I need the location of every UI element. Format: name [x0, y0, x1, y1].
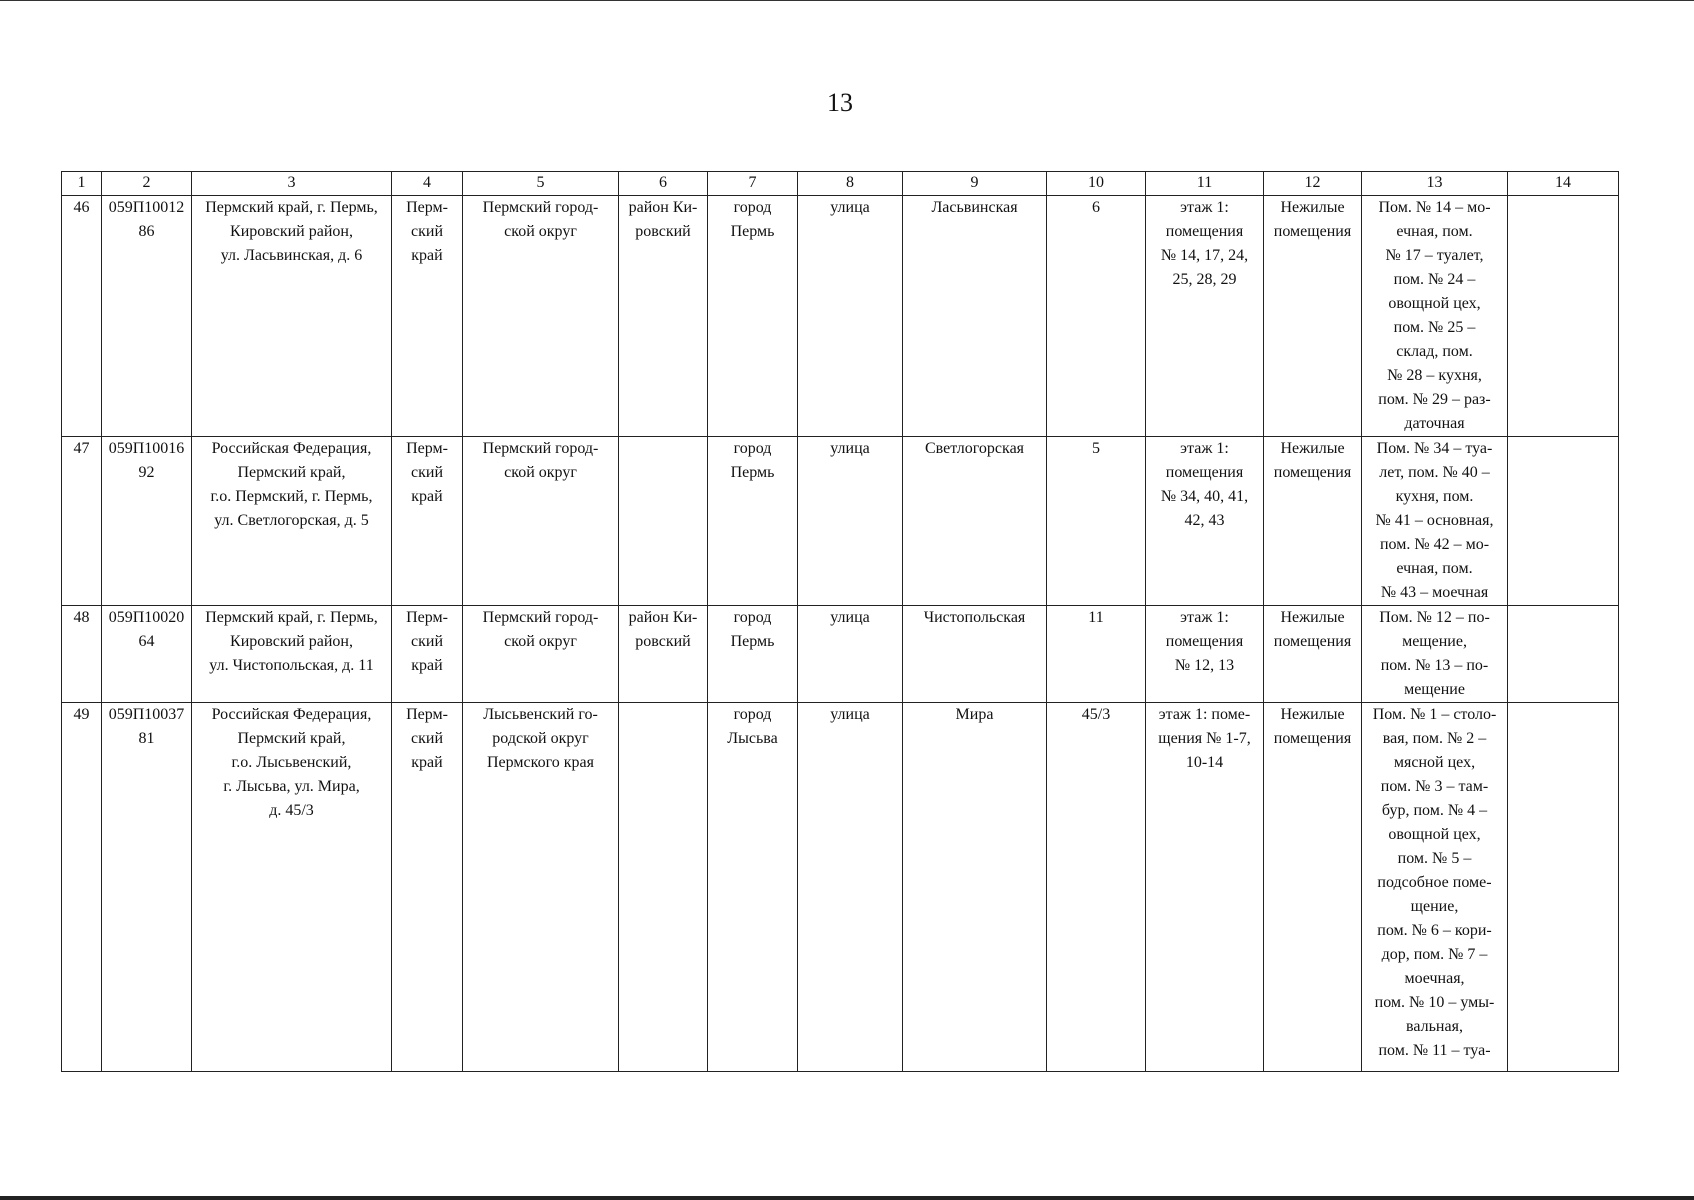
- cell-text-line: ской округ: [504, 464, 577, 481]
- column-number-header: 8: [798, 172, 903, 196]
- cell-text-line: дор, пом. № 7 –: [1381, 946, 1488, 963]
- row-number-cell: 49: [62, 703, 102, 1072]
- cell-text-line: помещения: [1273, 464, 1352, 481]
- cell-text-line: Лысьвенский го-: [483, 706, 598, 723]
- cell-text-line: д. 45/3: [269, 802, 314, 819]
- scan-edge-bottom: [0, 1196, 1694, 1200]
- cell-text-line: вальная,: [1406, 1018, 1463, 1035]
- premises-description-cell: [1362, 196, 1508, 437]
- column-number-header: 13: [1362, 172, 1508, 196]
- cell-text-line: мещение,: [1402, 633, 1467, 650]
- district-cell: [619, 437, 708, 606]
- cell-text-line: Перм-: [406, 609, 448, 626]
- cell-text-line: город: [733, 199, 772, 216]
- cell-text-line: 86: [138, 223, 155, 240]
- cell-text-line: бур, пом. № 4 –: [1381, 802, 1488, 819]
- column-number-header: 4: [392, 172, 463, 196]
- cell-text-line: Перм-: [406, 199, 448, 216]
- cell-text-line: Перм-: [406, 440, 448, 457]
- cell-text-line: лет, пом. № 40 –: [1379, 464, 1490, 481]
- address-cell: [192, 437, 392, 606]
- cell-text-line: Перм-: [406, 706, 448, 723]
- notes-cell: [1508, 196, 1619, 437]
- column-number-header: 6: [619, 172, 708, 196]
- column-number-header: 10: [1047, 172, 1146, 196]
- cell-text-line: этаж 1:: [1180, 199, 1229, 216]
- cell-text-line: Мира: [955, 706, 994, 723]
- cell-text-line: этаж 1:: [1180, 609, 1229, 626]
- cell-text-line: Пермский город-: [482, 440, 599, 457]
- table-row: [62, 196, 1619, 437]
- cell-text-line: № 43 – моечная: [1380, 584, 1489, 601]
- cell-text-line: Российская Федерация,: [211, 440, 372, 457]
- cell-text-line: город: [733, 609, 772, 626]
- settlement-cell: [708, 196, 798, 437]
- cell-text-line: 059П10012: [108, 199, 185, 216]
- cell-text-line: 059П10016: [108, 440, 185, 457]
- cell-text-line: № 12, 13: [1174, 657, 1235, 674]
- cell-text-line: 92: [138, 464, 155, 481]
- notes-cell: [1508, 703, 1619, 1072]
- cell-text-line: Нежилые: [1280, 440, 1345, 457]
- cell-text-line: 42, 43: [1184, 512, 1225, 529]
- notes-cell: [1508, 437, 1619, 606]
- cell-text-line: овощной цех,: [1388, 295, 1481, 312]
- cell-text-line: даточная: [1404, 415, 1465, 432]
- column-number-header: 7: [708, 172, 798, 196]
- cell-text-line: район Ки-: [628, 199, 698, 216]
- municipality-cell: [463, 606, 619, 703]
- street-type-cell: [798, 437, 903, 606]
- column-number-header: 9: [903, 172, 1047, 196]
- cell-text-line: ской округ: [504, 633, 577, 650]
- cell-text-line: склад, пом.: [1396, 343, 1473, 360]
- settlement-cell: [708, 437, 798, 606]
- cell-text-line: Нежилые: [1280, 706, 1345, 723]
- house-number-cell: [1047, 703, 1146, 1072]
- cell-text-line: Чистопольская: [923, 609, 1026, 626]
- street-type-cell: [798, 606, 903, 703]
- cell-text-line: Пермский край,: [237, 730, 346, 747]
- settlement-cell: [708, 703, 798, 1072]
- cell-text-line: пом. № 11 – туа-: [1378, 1042, 1491, 1059]
- table-row: [62, 437, 1619, 606]
- cell-text-line: Пермь: [730, 223, 775, 240]
- cell-text-line: улица: [830, 199, 870, 216]
- cell-text-line: Кировский район,: [230, 223, 353, 240]
- cell-text-line: 45/3: [1081, 706, 1111, 723]
- registry-table: [61, 171, 1619, 1072]
- street-type-cell: [798, 703, 903, 1072]
- region-cell: [392, 703, 463, 1072]
- premises-cell: [1146, 606, 1264, 703]
- cell-text-line: помещения: [1273, 633, 1352, 650]
- cell-text-line: Пом. № 12 – по-: [1379, 609, 1490, 626]
- cell-text-line: ский: [411, 730, 443, 747]
- column-number-header: 1: [62, 172, 102, 196]
- premises-type-cell: [1264, 437, 1362, 606]
- cell-text-line: Пермский край, г. Пермь,: [205, 199, 378, 216]
- cell-text-line: улица: [830, 440, 870, 457]
- street-name-cell: [903, 606, 1047, 703]
- region-cell: [392, 196, 463, 437]
- cell-text-line: этаж 1:: [1180, 440, 1229, 457]
- cell-text-line: ский: [411, 223, 443, 240]
- municipality-cell: [463, 703, 619, 1072]
- column-number-row: [62, 172, 1619, 196]
- street-name-cell: [903, 703, 1047, 1072]
- cell-text-line: щения № 1-7,: [1158, 730, 1251, 747]
- cell-text-line: 81: [138, 730, 155, 747]
- cell-text-line: улица: [830, 706, 870, 723]
- premises-description-cell: [1362, 606, 1508, 703]
- cell-text-line: край: [411, 488, 443, 505]
- cell-text-line: № 17 – туалет,: [1385, 247, 1484, 264]
- house-number-cell: [1047, 437, 1146, 606]
- cell-text-line: овощной цех,: [1388, 826, 1481, 843]
- cell-text-line: город: [733, 706, 772, 723]
- cell-text-line: Нежилые: [1280, 199, 1345, 216]
- cell-text-line: Кировский район,: [230, 633, 353, 650]
- region-cell: [392, 437, 463, 606]
- cell-text-line: вая, пом. № 2 –: [1382, 730, 1487, 747]
- row-number-cell: 47: [62, 437, 102, 606]
- premises-cell: [1146, 703, 1264, 1072]
- district-cell: [619, 196, 708, 437]
- scan-edge-top: [0, 0, 1694, 1]
- cell-text-line: Лысьва: [727, 730, 778, 747]
- cell-text-line: ул. Светлогорская, д. 5: [214, 512, 369, 529]
- table-row: [62, 606, 1619, 703]
- cell-text-line: помещения: [1165, 464, 1244, 481]
- cell-text-line: 059П10020: [108, 609, 185, 626]
- cell-text-line: ул. Ласьвинская, д. 6: [220, 247, 363, 264]
- cell-text-line: 10-14: [1185, 754, 1224, 771]
- premises-cell: [1146, 196, 1264, 437]
- cell-text-line: пом. № 3 – там-: [1380, 778, 1489, 795]
- premises-type-cell: [1264, 196, 1362, 437]
- cell-text-line: Российская Федерация,: [211, 706, 372, 723]
- cell-text-line: № 28 – кухня,: [1387, 367, 1482, 384]
- cell-text-line: пом. № 10 – умы-: [1374, 994, 1495, 1011]
- object-code-cell: [102, 437, 192, 606]
- cell-text-line: мещение: [1404, 681, 1465, 698]
- cell-text-line: 059П10037: [108, 706, 185, 723]
- cell-text-line: Нежилые: [1280, 609, 1345, 626]
- cell-text-line: пом. № 13 – по-: [1380, 657, 1489, 674]
- premises-cell: [1146, 437, 1264, 606]
- cell-text-line: ечная, пом.: [1396, 560, 1473, 577]
- cell-text-line: пом. № 5 –: [1397, 850, 1472, 867]
- cell-text-line: г. Лысьва, ул. Мира,: [223, 778, 360, 795]
- cell-text-line: улица: [830, 609, 870, 626]
- cell-text-line: пом. № 25 –: [1393, 319, 1476, 336]
- column-number-header: 5: [463, 172, 619, 196]
- cell-text-line: подсобное поме-: [1377, 874, 1492, 891]
- street-name-cell: [903, 437, 1047, 606]
- house-number-cell: [1047, 196, 1146, 437]
- cell-text-line: Светлогорская: [924, 440, 1025, 457]
- cell-text-line: помещения: [1273, 730, 1352, 747]
- cell-text-line: ровский: [635, 633, 691, 650]
- cell-text-line: 11: [1088, 609, 1104, 626]
- cell-text-line: ский: [411, 633, 443, 650]
- cell-text-line: район Ки-: [628, 609, 698, 626]
- cell-text-line: 64: [138, 633, 155, 650]
- cell-text-line: родской округ: [492, 730, 589, 747]
- column-number-header: 2: [102, 172, 192, 196]
- page-number: 13: [827, 88, 853, 117]
- cell-text-line: щение,: [1410, 898, 1459, 915]
- cell-text-line: край: [411, 657, 443, 674]
- cell-text-line: город: [733, 440, 772, 457]
- street-name-cell: [903, 196, 1047, 437]
- cell-text-line: пом. № 6 – кори-: [1377, 922, 1492, 939]
- cell-text-line: Пермского края: [487, 754, 594, 771]
- cell-text-line: пом. № 29 – раз-: [1378, 391, 1491, 408]
- notes-cell: [1508, 606, 1619, 703]
- region-cell: [392, 606, 463, 703]
- cell-text-line: помещения: [1165, 633, 1244, 650]
- table-body: [62, 196, 1619, 1072]
- cell-text-line: Пом. № 14 – мо-: [1378, 199, 1491, 216]
- cell-text-line: ровский: [635, 223, 691, 240]
- house-number-cell: [1047, 606, 1146, 703]
- cell-text-line: ечная, пом.: [1396, 223, 1473, 240]
- cell-text-line: № 34, 40, 41,: [1160, 488, 1249, 505]
- cell-text-line: Пермский город-: [482, 199, 599, 216]
- street-type-cell: [798, 196, 903, 437]
- cell-text-line: кухня, пом.: [1395, 488, 1474, 505]
- row-number-cell: 46: [62, 196, 102, 437]
- municipality-cell: [463, 437, 619, 606]
- settlement-cell: [708, 606, 798, 703]
- cell-text-line: пом. № 24 –: [1393, 271, 1476, 288]
- address-cell: [192, 703, 392, 1072]
- column-number-header: 12: [1264, 172, 1362, 196]
- premises-description-cell: [1362, 437, 1508, 606]
- object-code-cell: [102, 703, 192, 1072]
- district-cell: [619, 606, 708, 703]
- address-cell: [192, 606, 392, 703]
- cell-text-line: Пермь: [730, 464, 775, 481]
- row-number-cell: 48: [62, 606, 102, 703]
- cell-text-line: этаж 1: поме-: [1158, 706, 1251, 723]
- cell-text-line: Пермский город-: [482, 609, 599, 626]
- cell-text-line: г.о. Пермский, г. Пермь,: [210, 488, 373, 505]
- cell-text-line: Пом. № 1 – столо-: [1372, 706, 1497, 723]
- cell-text-line: Пом. № 34 – туа-: [1376, 440, 1493, 457]
- cell-text-line: Пермь: [730, 633, 775, 650]
- cell-text-line: ской округ: [504, 223, 577, 240]
- column-number-header: 3: [192, 172, 392, 196]
- district-cell: [619, 703, 708, 1072]
- premises-description-cell: [1362, 703, 1508, 1072]
- cell-text-line: 25, 28, 29: [1172, 271, 1237, 288]
- object-code-cell: [102, 606, 192, 703]
- premises-type-cell: [1264, 703, 1362, 1072]
- cell-text-line: № 41 – основная,: [1375, 512, 1494, 529]
- cell-text-line: край: [411, 754, 443, 771]
- cell-text-line: № 14, 17, 24,: [1160, 247, 1249, 264]
- column-number-header: 11: [1146, 172, 1264, 196]
- municipality-cell: [463, 196, 619, 437]
- cell-text-line: Ласьвинская: [931, 199, 1018, 216]
- cell-text-line: помещения: [1165, 223, 1244, 240]
- address-cell: [192, 196, 392, 437]
- premises-type-cell: [1264, 606, 1362, 703]
- cell-text-line: моечная,: [1404, 970, 1465, 987]
- object-code-cell: [102, 196, 192, 437]
- cell-text-line: 5: [1092, 440, 1100, 457]
- cell-text-line: Пермский край, г. Пермь,: [205, 609, 378, 626]
- cell-text-line: 6: [1092, 199, 1100, 216]
- cell-text-line: ул. Чистопольская, д. 11: [209, 657, 374, 674]
- cell-text-line: пом. № 42 – мо-: [1379, 536, 1490, 553]
- column-number-header: 14: [1508, 172, 1619, 196]
- cell-text-line: край: [411, 247, 443, 264]
- cell-text-line: мясной цех,: [1393, 754, 1476, 771]
- cell-text-line: г.о. Лысьвенский,: [231, 754, 352, 771]
- cell-text-line: помещения: [1273, 223, 1352, 240]
- table-row: [62, 703, 1619, 1072]
- cell-text-line: ский: [411, 464, 443, 481]
- cell-text-line: Пермский край,: [237, 464, 346, 481]
